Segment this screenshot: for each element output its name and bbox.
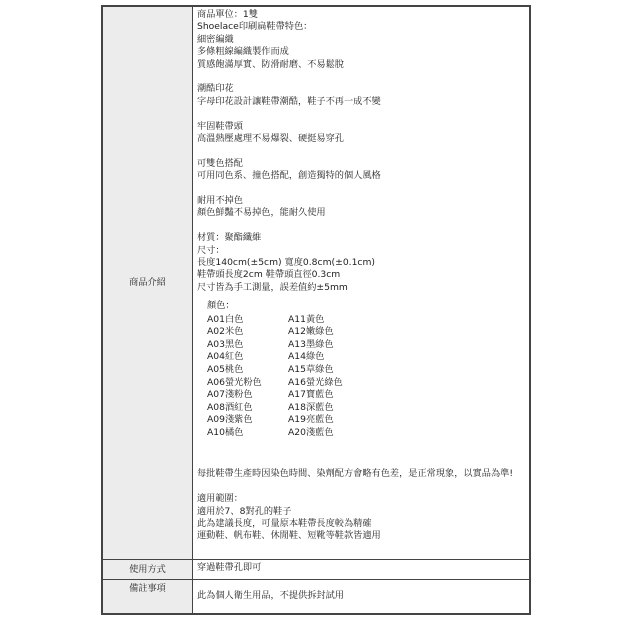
dye-note: 每批鞋帶生產時因染色時間、染劑配方會略有色差，是正常現象，以實品為準! — [197, 468, 514, 480]
remarks-text: 此為個人衛生用品，不提供拆封試用 — [193, 580, 530, 614]
product-spec-table — [101, 5, 531, 615]
print-heading: 潮酷印花 — [197, 83, 234, 95]
color-option: A06螢光粉色 — [207, 376, 262, 388]
features-heading: Shoelace印刷扁鞋帶特色： — [197, 21, 313, 33]
color-option: A15草綠色 — [288, 364, 334, 376]
color-heading: 顏色： — [207, 300, 235, 312]
color-list — [207, 300, 526, 439]
color-option: A10橘色 — [207, 427, 244, 439]
color-option: A16螢光綠色 — [288, 376, 343, 388]
tip-desc: 高溫熱壓處理不易爆裂、硬挺易穿孔 — [197, 133, 344, 145]
color-option: A13墨綠色 — [288, 338, 334, 350]
remarks-label: 備註事項 — [103, 580, 193, 614]
usage-label: 使用方式 — [103, 560, 193, 580]
unit-line: 商品單位：1雙 — [197, 9, 258, 20]
scope-line: 此為建議長度，可量原本鞋帶長度較為精確 — [197, 518, 372, 529]
color-option: A09淺紫色 — [207, 414, 253, 426]
scope-heading: 適用範圍： — [197, 493, 243, 505]
color-option: A03黑色 — [207, 338, 244, 350]
spec-line: 材質：聚酯纖維 — [197, 232, 262, 244]
match-heading: 可雙色搭配 — [197, 157, 243, 169]
spec-line: 尺寸： — [197, 244, 225, 256]
color-grid — [207, 314, 526, 440]
color-option: A12嫩綠色 — [288, 326, 334, 338]
color-option: A01白色 — [207, 313, 244, 325]
scope-line: 適用於7、8對孔的鞋子 — [197, 505, 292, 517]
fade-desc: 顏色鮮豔不易掉色，能耐久使用 — [197, 207, 326, 219]
spec-line: 長度140cm(±5cm) 寬度0.8cm(±0.1cm) — [197, 257, 376, 269]
color-option: A14綠色 — [288, 351, 325, 363]
print-desc: 字母印花設計讓鞋帶潮酷，鞋子不再一成不變 — [197, 95, 381, 107]
spec-line: 鞋帶頭長度2cm 鞋帶頭直徑0.3cm — [197, 269, 341, 281]
feature-item: 細密編織 — [197, 33, 234, 45]
color-option: A17寶藍色 — [288, 389, 334, 401]
color-option: A04紅色 — [207, 351, 244, 363]
color-option: A07淺粉色 — [207, 389, 253, 401]
scope-line: 運動鞋、帆布鞋、休閒鞋、短靴等鞋款皆適用 — [197, 530, 381, 542]
product-intro-label: 商品介紹 — [103, 7, 193, 560]
product-intro-content — [193, 7, 530, 560]
feature-item: 質感飽滿厚實、防滑耐磨、不易鬆脫 — [197, 58, 344, 70]
color-option: A02米色 — [207, 326, 244, 338]
feature-item: 多條粗線編織製作而成 — [197, 46, 289, 58]
color-option: A20淺藍色 — [288, 427, 334, 439]
usage-text: 穿過鞋帶孔即可 — [193, 560, 530, 580]
color-option: A11黃色 — [288, 313, 325, 325]
color-option: A08酒紅色 — [207, 401, 253, 413]
color-option: A05桃色 — [207, 364, 244, 376]
color-option: A18深藍色 — [288, 401, 334, 413]
spec-line: 尺寸皆為手工測量，誤差值約±5mm — [197, 281, 348, 293]
tip-heading: 牢固鞋帶頭 — [197, 120, 243, 132]
match-desc: 可用同色系、撞色搭配，創造獨特的個人風格 — [197, 170, 381, 182]
fade-heading: 耐用不掉色 — [197, 195, 243, 207]
color-option: A19亮藍色 — [288, 414, 334, 426]
